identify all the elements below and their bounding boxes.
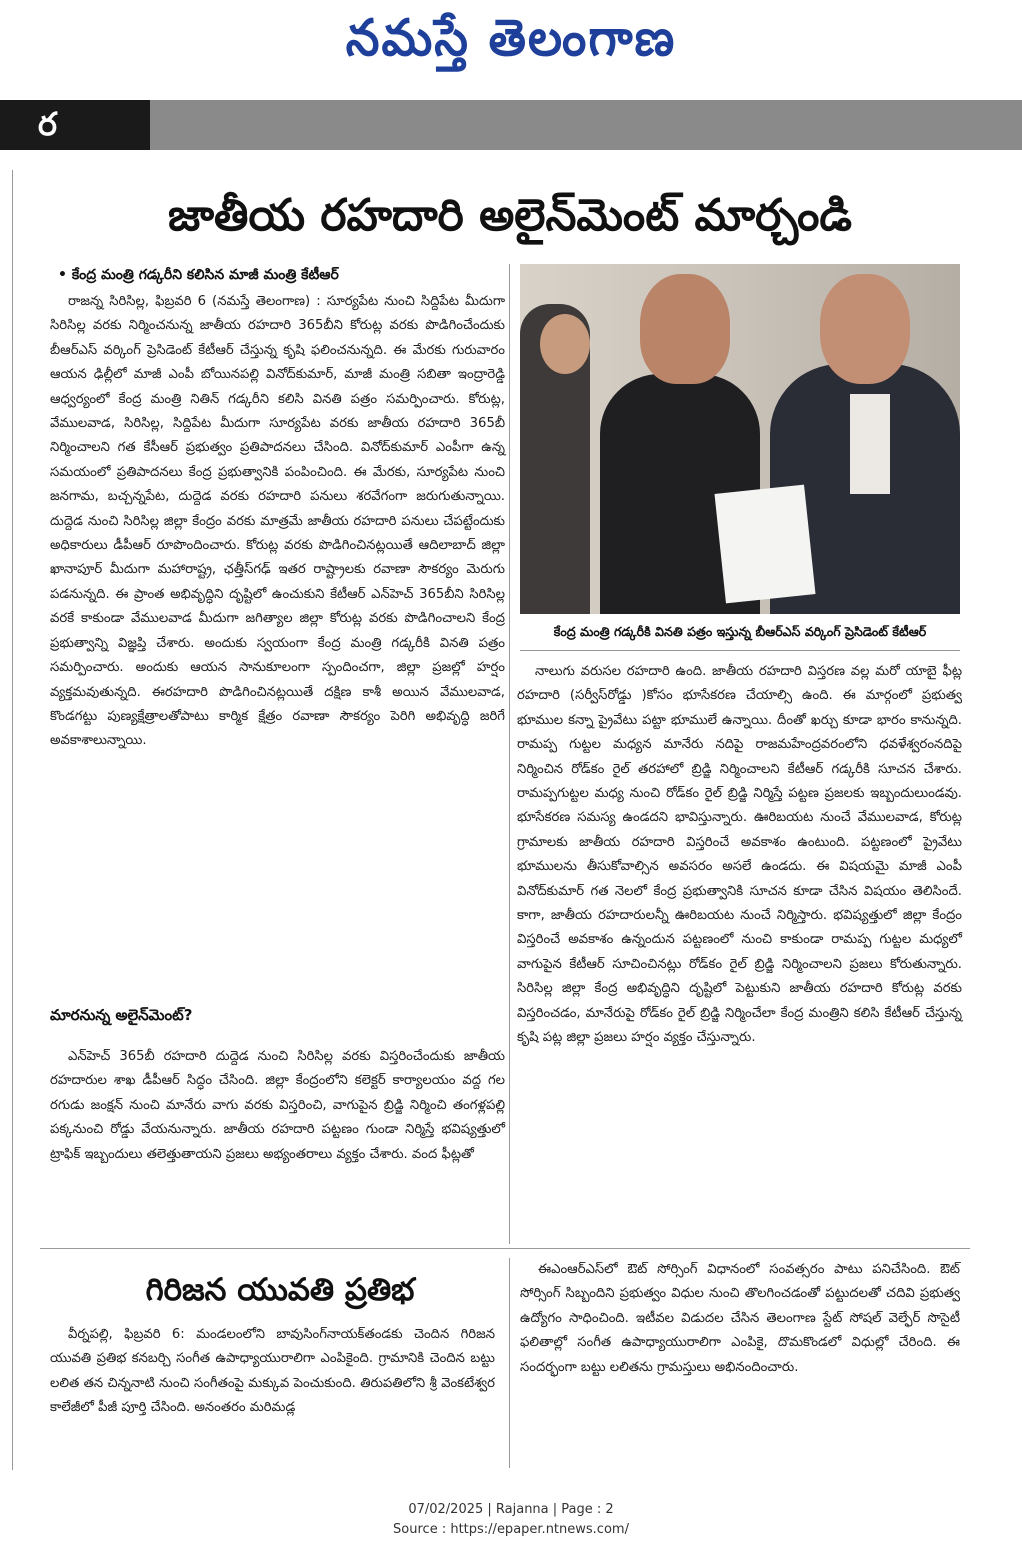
- footer-source-link[interactable]: Source : https://epaper.ntnews.com/: [393, 1522, 629, 1537]
- page-border-line: [12, 170, 13, 1470]
- article-paragraph: రాజన్న సిరిసిల్ల, ఫిబ్రవరి 6 (నమస్తే తెలంగాణ) : సూర్యపేట నుంచి సిద్దిపేట మీదుగా సిరిసిల్ల వరకు నిర్మించనున్న జాతీయ రహదారి 365బీని కోరుట్ల వరకు పొడిగించేందుకు బీఆర్‌ఎస్ వర్కింగ్ ప్రెసిడెంట్ కేటీఆర్ చేస్తున్న కృషి ఫలించనున్నది. ఈ మేరకు గురువారం ఆయన ఢిల్లీలో మాజీ ఎంపీ బోయినపల్లి వినోద్‌కుమార్, మాజీ మంత్రి సబితా ఇంద్రారెడ్డి ఆధ్వర్యంలో కేంద్ర మంత్రి నితిన్ గడ్కరీని కలిసి వినతి పత్రం సమర్పించారు. కోరుట్ల, వేములవాడ, సిరిసిల్ల, సిద్దిపేట మీదుగా సూర్యపేట వరకు జాతీయ రహదారి 365బీ నిర్మించాలని గత కేసీఆర్ ప్రభుత్వం ప్రతిపాదనలు చేసింది. వినోద్‌కుమార్ ఎంపీగా ఉన్న సమయంలో ప్రతిపాదనలు కేంద్ర ప్రభుత్వానికి పంపించింది. ఈ మేరకు, సూర్యపేట నుంచి జనగామ, బచ్చన్నపేట, దుద్దెడ వరకు రహదారి పనులు శరవేగంగా జరుగుతున్నాయి. దుద్దెడ నుంచి సిరిసిల్ల జిల్లా కేంద్రం వరకు మాత్రమే జాతీయ రహదారి పనులు చేపట్టేందుకు అధికారులు డీపీఆర్ రూపొందించారు. కోరుట్ల వరకు పొడిగించినట్లయితే ఆదిలాబాద్ జిల్లా ఖానాపూర్ మీదుగా మహారాష్ట్ర, ఛత్తీస్‌గఢ్ ఇతర రాష్ట్రాలకు రవాణా సౌకర్యం మెరుగు పడనున్నది. ఈ ప్రాంత అభివృద్ధిని దృష్టిలో ఉంచుకుని కేటీఆర్ ఎన్‌హెచ్ 365బీని సిరిసిల్ల వరకే కాకుండా వేములవాడ మీదుగా జగిత్యాల జిల్లా కోరుట్ల వరకు పొడిగించాలని కేంద్ర ప్రభుత్వాన్ని విజ్ఞప్తి చేశారు. అందుకు స్వయంగా కేంద్ర మంత్రి గడ్కరీకి వినతి పత్రం సమర్పించారు. అందుకు ఆయన సానుకూలంగా స్పందించగా, జిల్లా ప్రజల్లో హర్షం వ్యక్తమవుతున్నది. ఈరహదారి పొడిగించినట్లయితే దక్షిణ కాశీ అయిన వేములవాడ, కొండగట్టు పుణ్యక్షేత్రాలతోపాటు కార్మిక క్షేత్రం రవాణా సౌకర్యం పెరిగి అభివృద్ధి జరిగే అవకాశాలున్నాయి.: [50, 294, 505, 749]
- photo-caption: కేంద్ర మంత్రి గడ్కరీకి వినతి పత్రం ఇస్తున్న బీఆర్‌ఎస్ వర్కింగ్ ప్రెసిడెంట్ కేటీఆర్: [553, 624, 927, 639]
- article-bullet: • కేంద్ర మంత్రి గడ్కరీని కలిసిన మాజీ మంత్రి కేటీఆర్: [58, 267, 339, 283]
- banner-dark-block: [0, 100, 150, 150]
- article-paragraph: ఈఎంఆర్‌ఎస్‌లో ఔట్ సోర్సింగ్ విధానంలో సంవత్సరం పాటు పనిచేసింది. ఔట్ సోర్సింగ్ సిబ్బందిని ప్రభుత్వం విధుల నుంచి తొలగించడంతో పట్టుదలతో చదివి ప్రభుత్వ ఉద్యోగం సాధించింది. ఇటీవల విడుదల చేసిన తెలంగాణ స్టేట్ సోషల్ వెల్ఫేర్ సొసైటీ ఫలితాల్లో సంగీత ఉపాధ్యాయురాలిగా ఎంపికై, దొమకొండలో విధుల్లో చేరింది. ఈ సందర్భంగా బట్టు లలితను గ్రామస్తులు అభినందించారు.: [520, 1262, 960, 1375]
- article-paragraph: ఎన్‌హెచ్ 365బీ రహదారి దుద్దెడ నుంచి సిరిసిల్ల వరకు విస్తరించేందుకు జాతీయ రహదారుల శాఖ డీపీఆర్ సిద్ధం చేసింది. జిల్లా కేంద్రంలోని కలెక్టర్ కార్యాలయం వద్ద గల రగుడు జంక్షన్ నుంచి మానేరు వాగు వరకు విస్తరించి, వాగుపైన బ్రిడ్జి నిర్మించి తంగళ్లపల్లి పక్కనుంచి రోడ్డు వేయనున్నారు. జాతీయ రహదారి పట్టణం గుండా నిర్మిస్తే భవిష్యత్తులో ట్రాఫిక్ ఇబ్బందులు తలెత్తుతాయని ప్రజలు అభ్యంతరాలు వ్యక్తం చేశారు. వంద ఫీట్లతో: [50, 1049, 505, 1162]
- column-divider-bottom: [509, 1258, 510, 1468]
- banner-grey-bar: [150, 100, 1022, 150]
- article-column-right: [517, 660, 962, 1240]
- article-separator: [40, 1248, 970, 1249]
- article-column-left: [50, 290, 505, 990]
- article-column-left-bottom: [50, 1045, 505, 1245]
- article2-headline: గిరిజన యువతి ప్రతిభ: [145, 1272, 415, 1308]
- article-photo: [520, 264, 960, 614]
- banner-glyph: ర: [38, 105, 57, 143]
- caption-divider: [520, 650, 960, 651]
- article2-column-left: [50, 1323, 495, 1463]
- page-banner: [0, 100, 1022, 150]
- masthead: [0, 0, 1022, 92]
- article-headline: జాతీయ రహదారి అలైన్‌మెంట్ మార్చండి: [168, 190, 852, 241]
- newspaper-title: నమస్తే తెలంగాణ: [345, 8, 677, 68]
- footer-date-line: 07/02/2025 | Rajanna | Page : 2: [408, 1502, 614, 1517]
- article2-column-right: [520, 1258, 960, 1458]
- article-paragraph: వీర్నపల్లి, ఫిబ్రవరి 6: మండలంలోని బావుసింగ్‌నాయక్‌తండకు చెందిన గిరిజన యువతి ప్రతిభ కనబర్చి సంగీత ఉపాధ్యాయురాలిగా ఎంపికైంది. గ్రామానికి చెందిన బట్టు లలిత తన చిన్ననాటి నుంచి సంగీతంపై మక్కువ పెంచుకుంది. తిరుపతిలోని శ్రీ వెంకటేశ్వర కాలేజీలో పీజీ పూర్తి చేసింది. అనంతరం మరిమడ్ల: [50, 1327, 495, 1416]
- article-paragraph: నాలుగు వరుసల రహదారి ఉంది. జాతీయ రహదారి విస్తరణ వల్ల మరో యాబై ఫీట్ల రహదారి (సర్వీస్‌రోడ్డు )కోసం భూసేకరణ చేయాల్సి ఉంది. ఈ మార్గంలో ప్రభుత్వ భూముల కన్నా ప్రైవేటు పట్టా భూములే ఉన్నాయి. దీంతో ఖర్చు కూడా భారం కానున్నది. రామప్ప గుట్టల మధ్యన మానేరు నదిపై రాజమహేంద్రవరంలోని ధవళేశ్వరంనదిపై నిర్మించిన రోడ్‌కం రైల్ తరహాలో బ్రిడ్జి నిర్మించాలని కేటీఆర్ గడ్కరీకి సూచన చేశారు. రామప్పగుట్టల మధ్య నుంచి రోడ్‌కం రైల్ బ్రిడ్జి నిర్మిస్తే పట్టణ ప్రజలకు ఇబ్బందులుండవు. భూసేకరణ సమస్య ఉండదని భావిస్తున్నారు. ఊరిబయట నుంచే వేములవాడ, కోరుట్ల గ్రామాలకు జాతీయ రహదారి విస్తరించే అవకాశం ఉంటుంది. పట్టణంలో ప్రైవేటు భూములను తీసుకోవాల్సిన అవసరం అసలే ఉండదు. ఈ విషయమై మాజీ ఎంపీ వినోద్‌కుమార్ గత నెలలో కేంద్ర ప్రభుత్వానికి సూచన కూడా చేసిన విషయం తెలిసిందే. కాగా, జాతీయ రహదారులన్నీ ఊరిబయట నుంచే నిర్మిస్తారు. భవిష్యత్తులో జిల్లా కేంద్రం విస్తరించే అవకాశం ఉన్నందున పట్టణంలో నుంచి కాకుండా రామప్ప గుట్టల మధ్యలో వాగుపైన కేటీఆర్ సూచించినట్లు రోడ్‌కం రైల్ బ్రిడ్జి నిర్మించాలని ప్రజలు కోరుతున్నారు. సిరిసిల్ల జిల్లా కేంద్ర అభివృద్ధిని దృష్టిలో పెట్టుకుని జాతీయ రహదారి కోరుట్ల వరకు విస్తరించడం, మానేరుపై రోడ్‌కం రైల్ బ్రిడ్జి నిర్మించేలా కేంద్ర మంత్రిని కలిసి కేటీఆర్ చేస్తున్న కృషి పట్ల జిల్లా ప్రజలు హర్షం వ్యక్తం చేస్తున్నారు.: [517, 664, 962, 1046]
- column-divider: [509, 264, 510, 1244]
- petition-paper: [714, 485, 815, 604]
- article-subhead: మారనున్న అలైన్‌మెంట్?: [50, 1006, 193, 1024]
